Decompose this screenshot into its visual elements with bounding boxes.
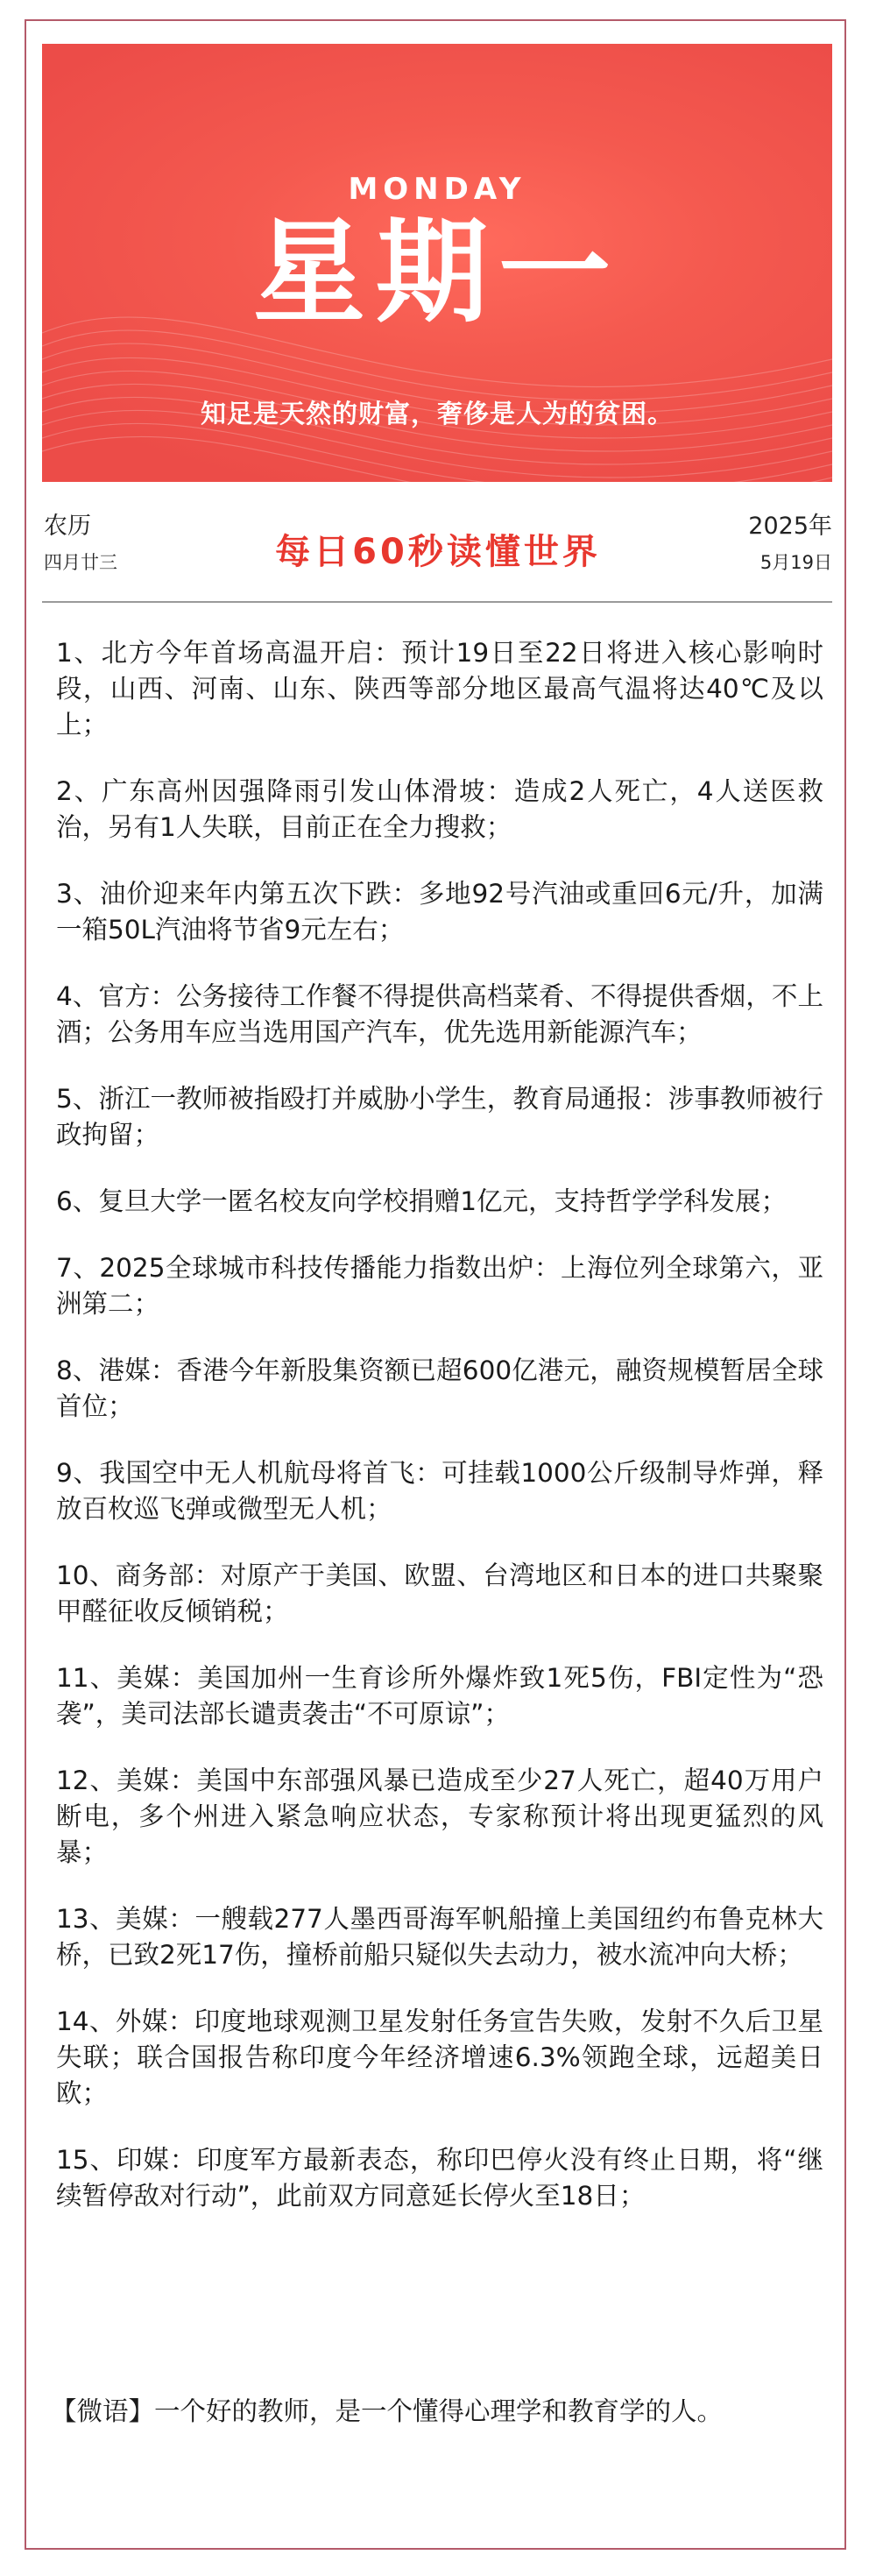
news-item: 15、印媒：印度军方最新表态，称印巴停火没有终止日期，将“继续暂停敌对行动”，此前双方同意延长停火至18日； — [56, 2145, 823, 2211]
news-list — [56, 635, 823, 2245]
news-item: 9、我国空中无人机航母将首飞：可挂载1000公斤级制导炸弹，释放百枚巡飞弹或微型无人机； — [56, 1458, 823, 1524]
news-item: 10、商务部：对原产于美国、欧盟、台湾地区和日本的进口共聚聚甲醛征收反倾销税； — [56, 1560, 823, 1626]
news-item: 7、2025全球城市科技传播能力指数出炉：上海位列全球第六，亚洲第二； — [56, 1253, 823, 1319]
news-item: 3、油价迎来年内第五次下跌：多地92号汽油或重回6元/升，加满一箱50L汽油将节省9元左右； — [56, 879, 823, 945]
news-item: 12、美媒：美国中东部强风暴已造成至少27人死亡，超40万用户断电，多个州进入紧急响应状态，专家称预计将出现更猛烈的风暴； — [56, 1766, 823, 1867]
news-item: 11、美媒：美国加州一生育诊所外爆炸致1死5伤，FBI定性为“恐袭”，美司法部长谴责袭击“不可原谅”； — [56, 1663, 823, 1729]
date-info-bar — [0, 506, 876, 585]
page-headline: 每日60秒读懂世界 — [275, 532, 601, 572]
year-label: 2025年 — [748, 513, 832, 540]
news-item: 13、美媒：一艘载277人墨西哥海军帆船撞上美国纽约布鲁克林大桥，已致2死17伤，撞桥前船只疑似失去动力，被水流冲向大桥； — [56, 1904, 823, 1970]
lunar-date: 四月廿三 — [44, 552, 117, 573]
header-divider — [42, 601, 832, 603]
daily-quote: 【微语】一个好的教师，是一个懂得心理学和教育学的人。 — [51, 2396, 724, 2426]
news-item: 2、广东高州因强降雨引发山体滑坡：造成2人死亡，4人送医救治，另有1人失联，目前正在全力搜救； — [56, 776, 823, 842]
news-item: 8、港媒：香港今年新股集资额已超600亿港元，融资规模暂居全球首位； — [56, 1355, 823, 1421]
english-weekday: MONDAY — [348, 172, 526, 207]
lunar-label: 农历 — [44, 513, 91, 540]
header-banner — [42, 44, 832, 482]
news-item: 4、官方：公务接待工作餐不得提供高档菜肴、不得提供香烟，不上酒；公务用车应当选用国产汽车，优先选用新能源汽车； — [56, 981, 823, 1047]
news-item: 5、浙江一教师被指殴打并威胁小学生，教育局通报：涉事教师被行政拘留； — [56, 1084, 823, 1150]
news-item: 6、复旦大学一匿名校友向学校捐赠1亿元，支持哲学学科发展； — [56, 1186, 788, 1216]
weekday-title: 星期一 — [252, 208, 621, 338]
news-item: 14、外媒：印度地球观测卫星发射任务宣告失败，发射不久后卫星失联；联合国报告称印度今年经济增速6.3%领跑全球，远超美日欧； — [56, 2006, 823, 2108]
news-item: 1、北方今年首场高温开启：预计19日至22日将进入核心影响时段，山西、河南、山东、陕西等部分地区最高气温将达40℃及以上； — [56, 638, 823, 740]
month-day-label: 5月19日 — [759, 552, 832, 573]
daily-motto: 知足是天然的财富，奢侈是人为的贫困。 — [200, 399, 674, 428]
